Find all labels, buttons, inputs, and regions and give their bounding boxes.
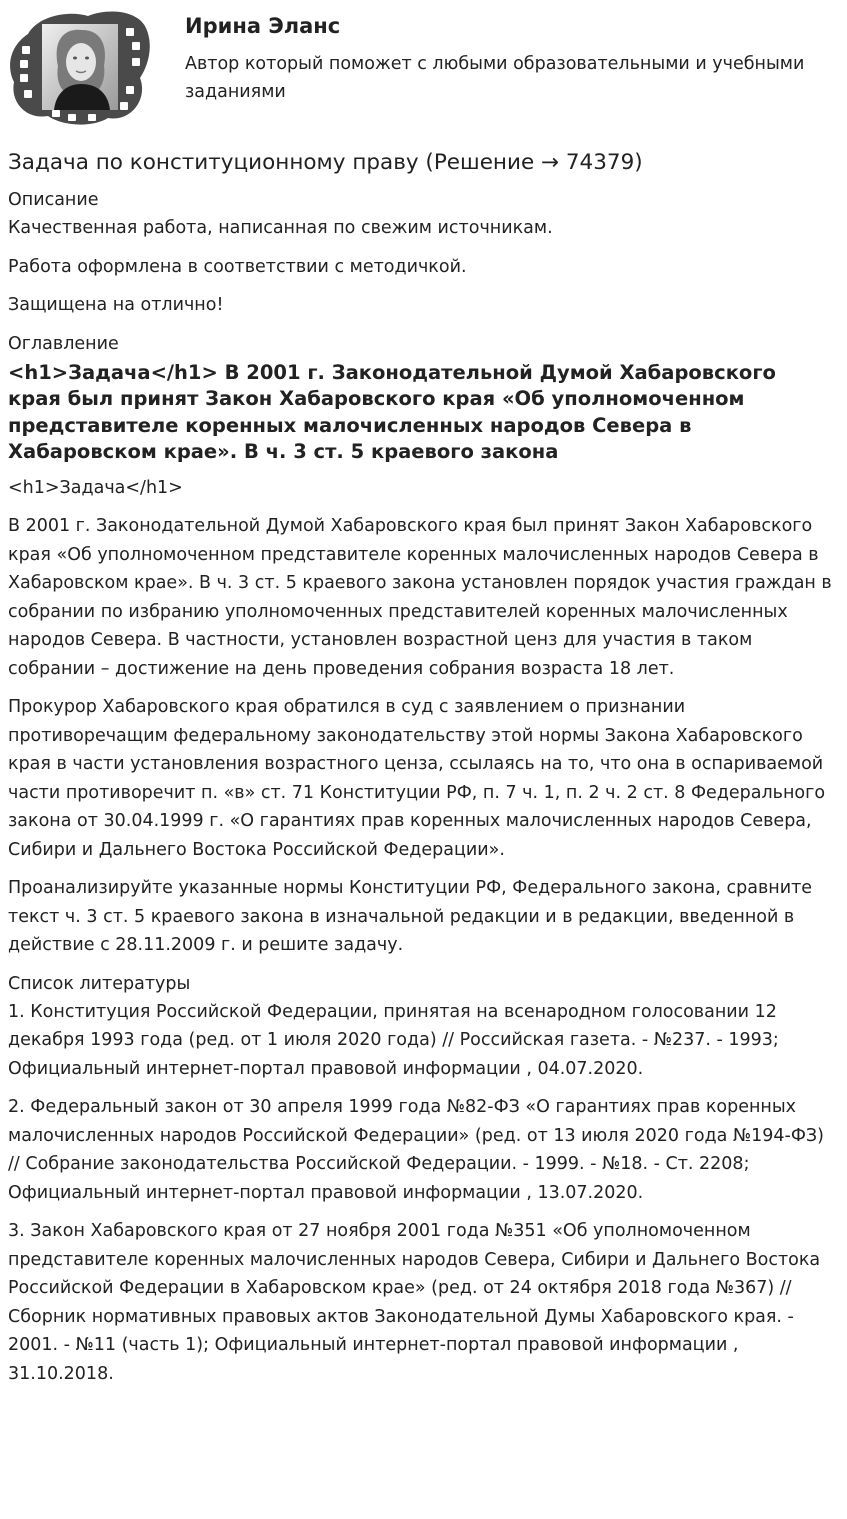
reference-item: 2. Федеральный закон от 30 апреля 1999 года №82-ФЗ «О гарантиях прав коренных малочисленных народов Российской Федерации» (ред. от 13 июля 2020 года №194-ФЗ) // Собрание законодательства Российской Федерации. - 1999. - №18. - Ст. 2208; Официальный интернет-портал правовой информации , 13.07.2020.	[8, 1097, 824, 1203]
reference-item: 3. Закон Хабаровского края от 27 ноября 2001 года №351 «Об уполномоченном представителе коренных малочисленных народов Севера, Сибири и Дальнего Востока Российской Федерации в Хабаровском крае» (ред. от 24 октября 2018 года №367) // Сборник нормативных правовых актов Законодательной Думы Хабаровского края. - 2001. - №11 (часть 1); Официальный интернет-портал правовой информации , 31.10.2018.	[8, 1221, 821, 1384]
avatar-image	[8, 6, 152, 126]
toc-label: Оглавление	[8, 333, 119, 354]
author-block	[8, 0, 834, 130]
toc-paragraph: Прокурор Хабаровского края обратился в суд с заявлением о признании противоречащим федеральному законодательству этой нормы Закона Хабаровского края в части установления возрастного ценза, ссылаясь на то, что она в оспариваемой части противоречит п. «в» ст. 71 Конституции РФ, п. 7 ч. 1, п. 2 ч. 2 ст. 8 Федерального закона от 30.04.1999 г. «О гарантиях прав коренных малочисленных народов Севера, Сибири и Дальнего Востока Российской Федерации».	[8, 697, 826, 860]
toc-heading: <h1>Задача</h1> В 2001 г. Законодательной Думой Хабаровского края был принят Закон Хабаровского края «Об уполномоченном представителе коренных малочисленных народов Севера в Хабаровском крае». В ч. 3 ст. 5 краевого закона	[8, 360, 776, 463]
description-label: Описание	[8, 190, 99, 210]
description-paragraph: Работа оформлена в соответствии с методичкой.	[8, 256, 467, 277]
toc-paragraph: Проанализируйте указанные нормы Конституции РФ, Федерального закона, сравните текст ч. 3 ст. 5 краевого закона в изначальной редакции и в редакции, введенной в действие с 28.11.2009 г. и решите задачу.	[8, 878, 813, 955]
avatar[interactable]	[8, 6, 152, 126]
author-description: Автор который поможет с любыми образовательными и учебными заданиями	[185, 54, 805, 102]
content	[8, 186, 834, 1388]
references-label: Список литературы	[8, 973, 191, 994]
toc-tag-line: <h1>Задача</h1>	[8, 477, 183, 498]
page	[8, 0, 834, 1384]
toc-paragraph: В 2001 г. Законодательной Думой Хабаровского края был принят Закон Хабаровского края «Об уполномоченном представителе коренных малочисленных народов Севера в Хабаровском крае». В ч. 3 ст. 5 краевого закона установлен порядок участия граждан в собрании по избранию уполномоченных представителей коренных малочисленных народов Севера. В частности, установлен возрастной ценз для участия в таком собрании – достижение на день проведения собрания возраста 18 лет.	[8, 516, 832, 679]
description-paragraph: Защищена на отлично!	[8, 295, 224, 315]
reference-item: 1. Конституция Российской Федерации, принятая на всенародном голосовании 12 декабря 1993 года (ред. от 1 июля 2020 года) // Российская газета. - №237. - 1993; Официальный интернет-портал правовой информации , 04.07.2020.	[8, 1001, 779, 1079]
page-title: Задача по конституционному праву (Решение → 74379)	[8, 150, 643, 175]
description-paragraph: Качественная работа, написанная по свежим источникам.	[8, 218, 553, 238]
author-name[interactable]: Ирина Эланс	[185, 14, 341, 38]
